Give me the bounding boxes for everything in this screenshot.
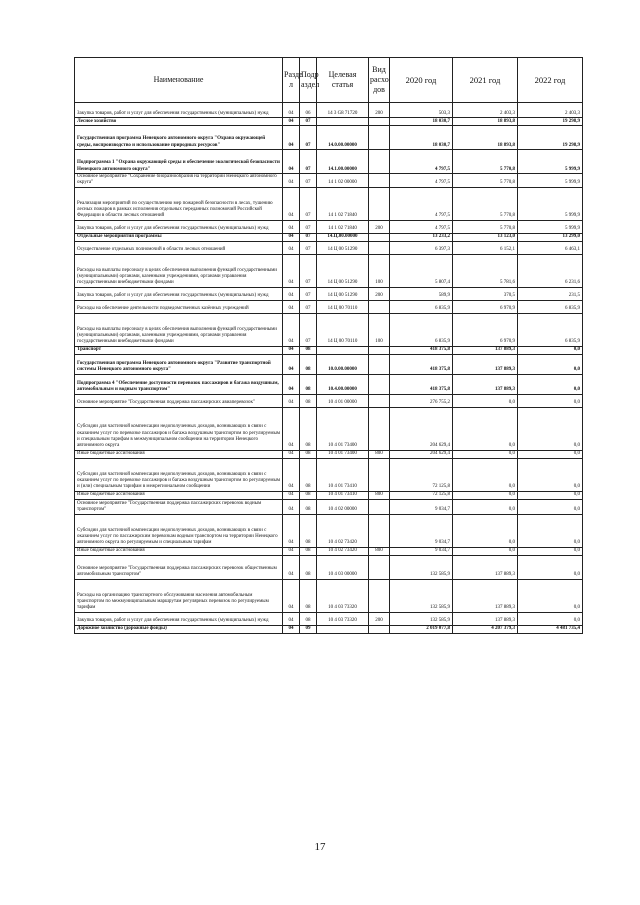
row-razdel: 04 — [283, 254, 300, 287]
row-expense-type — [369, 346, 390, 354]
row-podrazdel: 07 — [300, 313, 317, 346]
row-razdel: 04 — [283, 499, 300, 514]
row-name: Подпрограмма 4 "Обеспечение доступности перевозок пассажиров и багажа воздушным, автомобильным и водным транспортом" — [75, 374, 283, 394]
row-target-article: 10 4 01 73410 — [317, 458, 369, 491]
row-value-2022: 5 999,9 — [518, 174, 583, 188]
header-2022: 2022 год — [518, 58, 583, 103]
row-value-2022: 5 999,9 — [518, 220, 583, 233]
row-expense-type: 800 — [369, 450, 390, 458]
row-value-2021: 0,0 — [453, 394, 518, 407]
row-value-2022: 0,0 — [518, 374, 583, 394]
table-row — [75, 555, 583, 579]
row-value-2020: 72 125,8 — [390, 458, 453, 491]
row-expense-type — [369, 118, 390, 126]
row-podrazdel: 07 — [300, 254, 317, 287]
row-name: Закупка товаров, работ и услуг для обеспечения государственных (муниципальных) нужд — [75, 612, 283, 625]
row-value-2022: 0,0 — [518, 555, 583, 579]
row-expense-type — [369, 233, 390, 241]
row-name: Иные бюджетные ассигнования — [75, 547, 283, 555]
row-value-2022: 0,0 — [518, 407, 583, 450]
row-name: Расходы на выплаты персоналу в целях обеспечения выполнения функций государственными (муниципальными) органами, казенными учреждениями, органами управления государственными внебюджетными фондами — [75, 313, 283, 346]
row-target-article: 14 Ц 00 70110 — [317, 313, 369, 346]
header-expense-type: Вид расхо дов — [369, 58, 390, 103]
row-name: Расходы на выплаты персоналу в целях обеспечения выполнения функций государственными (муниципальными) органами, казенными учреждениями, органами управления государственными внебюджетными фондами — [75, 254, 283, 287]
header-name: Наименование — [75, 58, 283, 103]
row-razdel: 04 — [283, 103, 300, 118]
row-podrazdel: 07 — [300, 287, 317, 300]
table-row — [75, 450, 583, 458]
row-value-2021: 137 889,3 — [453, 555, 518, 579]
row-value-2020: 2 019 077,8 — [390, 625, 453, 633]
row-razdel: 04 — [283, 514, 300, 547]
row-value-2022: 0,0 — [518, 394, 583, 407]
row-value-2022: 19 298,9 — [518, 118, 583, 126]
row-razdel: 04 — [283, 407, 300, 450]
row-name: Основное мероприятие "Государственная поддержка пассажирских перевозок общественным автомобильным транспортом" — [75, 555, 283, 579]
row-expense-type — [369, 407, 390, 450]
row-name: Транспорт — [75, 346, 283, 354]
table-row — [75, 354, 583, 374]
row-value-2022: 4 481 735,4 — [518, 625, 583, 633]
row-podrazdel: 07 — [300, 126, 317, 150]
row-value-2020: 132 585,9 — [390, 579, 453, 612]
row-target-article: 14.Ц.00.00000 — [317, 233, 369, 241]
row-razdel: 04 — [283, 233, 300, 241]
row-expense-type: 200 — [369, 103, 390, 118]
row-name: Субсидии для частичной компенсации недополученных доходов, возникающих в связи с оказанием услуг по перевозке пассажиров и багажа воздушным транспортом по регулируемым и специальным тарифам в межмуниципальном сообщении на территории Ненецкого автономного округа — [75, 407, 283, 450]
row-value-2022: 13 299,0 — [518, 233, 583, 241]
table-row — [75, 547, 583, 555]
table-row — [75, 103, 583, 118]
row-value-2021: 0,0 — [453, 514, 518, 547]
row-target-article: 14 Ц 00 70110 — [317, 300, 369, 313]
row-name: Закупка товаров, работ и услуг для обеспечения государственных (муниципальных) нужд — [75, 220, 283, 233]
row-value-2020: 18 030,7 — [390, 118, 453, 126]
row-value-2021: 2 403,3 — [453, 103, 518, 118]
row-value-2020: 132 585,9 — [390, 555, 453, 579]
row-name: Расходы на обеспечение деятельности подведомственных казённых учреждений — [75, 300, 283, 313]
table-row — [75, 126, 583, 150]
row-value-2021: 5 781,6 — [453, 254, 518, 287]
row-value-2020: 13 233,2 — [390, 233, 453, 241]
row-name: Реализация мероприятий по осуществлению мер пожарной безопасности в лесах, тушению лесных пожаров в рамках исполнения отдельных переданных полномочий Российской Федерации в области лесных отношений — [75, 187, 283, 220]
row-razdel: 04 — [283, 547, 300, 555]
row-target-article — [317, 625, 369, 633]
row-expense-type — [369, 174, 390, 188]
row-value-2021: 137 889,3 — [453, 612, 518, 625]
row-value-2020: 5 807,4 — [390, 254, 453, 287]
row-value-2021: 137 889,3 — [453, 374, 518, 394]
row-podrazdel: 09 — [300, 625, 317, 633]
table-row — [75, 241, 583, 254]
row-razdel: 04 — [283, 354, 300, 374]
row-value-2020: 132 585,9 — [390, 612, 453, 625]
row-target-article: 10.0.00.00000 — [317, 354, 369, 374]
row-expense-type: 800 — [369, 491, 390, 499]
table-row — [75, 254, 583, 287]
table-row — [75, 287, 583, 300]
row-podrazdel: 07 — [300, 220, 317, 233]
row-podrazdel: 08 — [300, 547, 317, 555]
table-row — [75, 374, 583, 394]
row-value-2020: 204 629,4 — [390, 450, 453, 458]
row-value-2020: 503,3 — [390, 103, 453, 118]
table-row — [75, 346, 583, 354]
table-row — [75, 407, 583, 450]
row-value-2021: 5 770,8 — [453, 174, 518, 188]
table-row — [75, 313, 583, 346]
row-podrazdel: 07 — [300, 300, 317, 313]
row-name: Подпрограмма 1 "Охрана окружающей среды и обеспечение экологической безопасности Ненецкого автономного округа" — [75, 150, 283, 174]
row-podrazdel: 07 — [300, 233, 317, 241]
row-target-article: 10 4 01 73400 — [317, 450, 369, 458]
table-row — [75, 174, 583, 188]
row-podrazdel: 07 — [300, 174, 317, 188]
row-name: Лесное хозяйство — [75, 118, 283, 126]
row-value-2022: 0,0 — [518, 458, 583, 491]
row-value-2021: 5 770,8 — [453, 187, 518, 220]
row-name: Дорожное хозяйство (дорожные фонды) — [75, 625, 283, 633]
row-target-article — [317, 118, 369, 126]
row-value-2021: 137 889,3 — [453, 346, 518, 354]
row-target-article — [317, 346, 369, 354]
row-target-article: 10 4 01 73410 — [317, 491, 369, 499]
row-podrazdel: 08 — [300, 407, 317, 450]
row-razdel: 04 — [283, 394, 300, 407]
budget-table — [74, 57, 583, 634]
table-row — [75, 233, 583, 241]
row-expense-type: 200 — [369, 612, 390, 625]
row-razdel: 04 — [283, 491, 300, 499]
row-value-2020: 72 125,8 — [390, 491, 453, 499]
row-value-2020: 6 835,9 — [390, 313, 453, 346]
row-target-article: 14 Ц 00 51290 — [317, 287, 369, 300]
row-podrazdel: 08 — [300, 394, 317, 407]
row-expense-type — [369, 499, 390, 514]
row-expense-type — [369, 300, 390, 313]
row-value-2022: 5 999,9 — [518, 150, 583, 174]
row-expense-type — [369, 458, 390, 491]
row-value-2022: 0,0 — [518, 499, 583, 514]
table-row — [75, 394, 583, 407]
row-value-2022: 6 231,6 — [518, 254, 583, 287]
row-target-article: 14.0.00.00000 — [317, 126, 369, 150]
row-podrazdel: 06 — [300, 103, 317, 118]
row-value-2021: 13 123,0 — [453, 233, 518, 241]
row-razdel: 04 — [283, 220, 300, 233]
row-value-2022: 0,0 — [518, 450, 583, 458]
row-razdel: 04 — [283, 579, 300, 612]
row-podrazdel: 08 — [300, 450, 317, 458]
row-razdel: 04 — [283, 612, 300, 625]
row-target-article: 10.4.00.00000 — [317, 374, 369, 394]
row-expense-type — [369, 150, 390, 174]
row-name: Осуществление отдельных полномочий в области лесных отношений — [75, 241, 283, 254]
row-value-2020: 4 797,5 — [390, 187, 453, 220]
row-value-2020: 418 375,8 — [390, 354, 453, 374]
row-value-2020: 4 797,5 — [390, 150, 453, 174]
row-podrazdel: 08 — [300, 458, 317, 491]
row-razdel: 04 — [283, 241, 300, 254]
row-value-2022: 0,0 — [518, 514, 583, 547]
row-podrazdel: 08 — [300, 499, 317, 514]
row-value-2021: 5 770,8 — [453, 220, 518, 233]
table-header-row — [75, 58, 583, 103]
table-row — [75, 514, 583, 547]
row-name: Иные бюджетные ассигнования — [75, 491, 283, 499]
row-value-2021: 6 152,1 — [453, 241, 518, 254]
row-expense-type: 800 — [369, 547, 390, 555]
row-value-2020: 6 397,3 — [390, 241, 453, 254]
row-razdel: 04 — [283, 555, 300, 579]
row-razdel: 04 — [283, 458, 300, 491]
row-value-2020: 589,9 — [390, 287, 453, 300]
table-row — [75, 150, 583, 174]
row-value-2020: 18 030,7 — [390, 126, 453, 150]
row-target-article: 10 4 02 73420 — [317, 514, 369, 547]
row-podrazdel: 08 — [300, 354, 317, 374]
row-value-2020: 204 629,4 — [390, 407, 453, 450]
table-row — [75, 220, 583, 233]
row-value-2020: 6 835,9 — [390, 300, 453, 313]
row-podrazdel: 07 — [300, 150, 317, 174]
row-razdel: 04 — [283, 118, 300, 126]
row-value-2021: 0,0 — [453, 407, 518, 450]
row-target-article: 10 4 03 73320 — [317, 612, 369, 625]
row-value-2022: 0,0 — [518, 346, 583, 354]
row-razdel: 04 — [283, 150, 300, 174]
row-podrazdel: 08 — [300, 579, 317, 612]
header-razdel: Разде л — [283, 58, 300, 103]
row-name: Иные бюджетные ассигнования — [75, 450, 283, 458]
row-value-2022: 6 835,9 — [518, 300, 583, 313]
row-value-2020: 9 034,7 — [390, 514, 453, 547]
row-name: Отдельные мероприятия программы — [75, 233, 283, 241]
row-podrazdel: 08 — [300, 514, 317, 547]
row-value-2020: 4 797,5 — [390, 220, 453, 233]
row-target-article: 10 4 01 73400 — [317, 407, 369, 450]
row-target-article: 14 Ц 00 51290 — [317, 254, 369, 287]
row-name: Основное мероприятие "Государственная поддержка пассажирских перевозок водным транспортом" — [75, 499, 283, 514]
row-value-2021: 0,0 — [453, 491, 518, 499]
row-expense-type — [369, 514, 390, 547]
row-value-2021: 0,0 — [453, 547, 518, 555]
header-2020: 2020 год — [390, 58, 453, 103]
row-target-article: 10 4 02 00000 — [317, 499, 369, 514]
row-podrazdel: 08 — [300, 374, 317, 394]
row-value-2022: 0,0 — [518, 491, 583, 499]
row-razdel: 04 — [283, 374, 300, 394]
row-razdel: 04 — [283, 300, 300, 313]
row-value-2022: 0,0 — [518, 579, 583, 612]
row-target-article: 14 1 02 00000 — [317, 174, 369, 188]
row-expense-type — [369, 187, 390, 220]
row-value-2021: 18 893,8 — [453, 118, 518, 126]
row-razdel: 04 — [283, 346, 300, 354]
row-target-article: 10 4 02 73420 — [317, 547, 369, 555]
row-value-2020: 9 034,7 — [390, 547, 453, 555]
row-value-2021: 6 970,9 — [453, 300, 518, 313]
row-expense-type: 200 — [369, 287, 390, 300]
row-value-2021: 370,5 — [453, 287, 518, 300]
row-value-2021: 0,0 — [453, 499, 518, 514]
row-value-2020: 418 375,8 — [390, 374, 453, 394]
page-number: 17 — [314, 841, 326, 853]
row-podrazdel: 07 — [300, 187, 317, 220]
row-expense-type — [369, 394, 390, 407]
row-name: Государственная программа Ненецкого автономного округа "Охрана окружающей среды, воспроизводство и использование природных ресурсов" — [75, 126, 283, 150]
row-value-2022: 0,0 — [518, 354, 583, 374]
row-podrazdel: 07 — [300, 241, 317, 254]
header-2021: 2021 год — [453, 58, 518, 103]
row-name: Расходы на организацию транспортного обслуживания населения автомобильным транспортом по межмуниципальным маршрутам регулярных перевозок по регулируемым тарифам — [75, 579, 283, 612]
row-value-2021: 4 207 379,3 — [453, 625, 518, 633]
row-name: Закупка товаров, работ и услуг для обеспечения государственных (муниципальных) нужд — [75, 287, 283, 300]
row-razdel: 04 — [283, 174, 300, 188]
row-target-article: 14.1.00.00000 — [317, 150, 369, 174]
row-value-2021: 5 770,8 — [453, 150, 518, 174]
table-row — [75, 625, 583, 633]
row-podrazdel: 08 — [300, 491, 317, 499]
row-razdel: 04 — [283, 126, 300, 150]
row-target-article: 10 4 01 00000 — [317, 394, 369, 407]
row-value-2020: 4 797,5 — [390, 174, 453, 188]
table-body — [75, 103, 583, 634]
row-target-article: 10 4 03 73320 — [317, 579, 369, 612]
row-value-2021: 18 893,8 — [453, 126, 518, 150]
table-row — [75, 491, 583, 499]
row-value-2022: 5 999,9 — [518, 187, 583, 220]
row-podrazdel: 07 — [300, 118, 317, 126]
row-target-article: 14 3 G8 71720 — [317, 103, 369, 118]
row-value-2021: 0,0 — [453, 458, 518, 491]
row-razdel: 04 — [283, 450, 300, 458]
row-value-2022: 19 298,9 — [518, 126, 583, 150]
row-value-2021: 137 889,3 — [453, 579, 518, 612]
row-name: Основное мероприятие "Государственная поддержка пассажирских авиаперевозок" — [75, 394, 283, 407]
row-value-2021: 0,0 — [453, 450, 518, 458]
table-row — [75, 499, 583, 514]
table-row — [75, 458, 583, 491]
row-razdel: 04 — [283, 287, 300, 300]
header-target-article: Целевая статья — [317, 58, 369, 103]
row-value-2022: 0,0 — [518, 612, 583, 625]
table-row — [75, 118, 583, 126]
row-target-article: 14 1 02 71840 — [317, 220, 369, 233]
row-value-2022: 6 463,1 — [518, 241, 583, 254]
header-podrazdel: Подр аздел — [300, 58, 317, 103]
table-row — [75, 612, 583, 625]
row-name: Субсидии для частичной компенсации недополученных доходов, возникающих в связи с оказанием услуг по пассажирским перевозкам водным транспортом на территории Ненецкого автономного округа по регулируемым и специальным тарифам — [75, 514, 283, 547]
row-expense-type: 100 — [369, 313, 390, 346]
table-row — [75, 579, 583, 612]
row-value-2021: 6 970,9 — [453, 313, 518, 346]
row-expense-type — [369, 555, 390, 579]
row-name: Субсидии для частичной компенсации недополученных доходов, возникающих в связи с оказанием услуг по перевозке пассажиров и багажа воздушным транспортом по регулируемым и (или) специальным тарифам в межрегиональном сообщении — [75, 458, 283, 491]
row-expense-type: 200 — [369, 220, 390, 233]
row-value-2020: 418 375,8 — [390, 346, 453, 354]
row-value-2022: 2 403,3 — [518, 103, 583, 118]
row-expense-type — [369, 354, 390, 374]
row-target-article: 14 1 02 71840 — [317, 187, 369, 220]
row-expense-type — [369, 625, 390, 633]
row-name: Основное мероприятие "Сохранение биоразнообразия на территории Ненецкого автономного округа" — [75, 174, 283, 188]
table-row — [75, 300, 583, 313]
row-target-article: 10 4 03 00000 — [317, 555, 369, 579]
row-value-2022: 6 835,9 — [518, 313, 583, 346]
row-razdel: 04 — [283, 313, 300, 346]
row-value-2020: 9 034,7 — [390, 499, 453, 514]
row-name: Государственная программа Ненецкого автономного округа "Развитие транспортной системы Ненецкого автономного округа" — [75, 354, 283, 374]
row-podrazdel: 08 — [300, 346, 317, 354]
row-name: Закупка товаров, работ и услуг для обеспечения государственных (муниципальных) нужд — [75, 103, 283, 118]
row-razdel: 04 — [283, 625, 300, 633]
row-expense-type — [369, 241, 390, 254]
row-value-2020: 276 755,2 — [390, 394, 453, 407]
row-expense-type — [369, 126, 390, 150]
table-row — [75, 187, 583, 220]
row-target-article: 14 Ц 00 51290 — [317, 241, 369, 254]
row-expense-type — [369, 579, 390, 612]
row-podrazdel: 08 — [300, 612, 317, 625]
row-expense-type: 100 — [369, 254, 390, 287]
row-value-2022: 0,0 — [518, 547, 583, 555]
row-expense-type — [369, 374, 390, 394]
row-podrazdel: 08 — [300, 555, 317, 579]
row-value-2022: 231,5 — [518, 287, 583, 300]
row-value-2021: 137 889,3 — [453, 354, 518, 374]
row-razdel: 04 — [283, 187, 300, 220]
